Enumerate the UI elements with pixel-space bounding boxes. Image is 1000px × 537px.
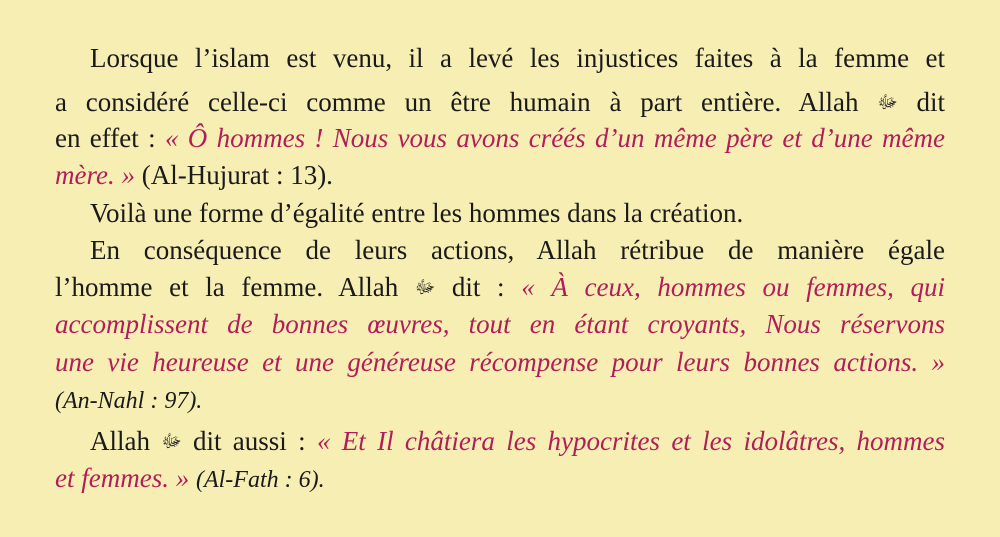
- paragraph-1-line-4: [55, 157, 945, 193]
- honorific-glyph: ﷻ: [161, 431, 182, 452]
- text-run: Lorsque l’islam est venu, il a levé les injustices faites à la femme et: [90, 43, 945, 73]
- reference-text: (Al-Hujurat : 13).: [141, 160, 333, 190]
- paragraph-3-line-4: [55, 344, 945, 380]
- quote-text: « À ceux, hommes ou femmes, qui: [521, 272, 945, 302]
- quote-text: et femmes. »: [55, 463, 190, 493]
- honorific-glyph: ﷻ: [877, 92, 898, 113]
- text-run: dit :: [451, 272, 505, 302]
- paragraph-4-line-1: [90, 423, 945, 460]
- quote-text: accomplissent de bonnes œuvres, tout en étant croyants, Nous réservons: [55, 309, 945, 339]
- paragraph-1-line-1: [90, 40, 945, 76]
- text-run: En conséquence de leurs actions, Allah rétribue de manière égale: [90, 235, 945, 265]
- paragraph-3-line-2: [55, 269, 945, 306]
- paragraph-1-line-2: [55, 84, 945, 121]
- paragraph-3-line-1: [90, 232, 945, 268]
- text-run: a considéré celle-ci comme un être humain à part entière. Allah: [55, 87, 859, 117]
- paragraph-1-line-3: [55, 120, 945, 156]
- paragraph-3-line-3: [55, 306, 945, 342]
- quote-text: mère. »: [55, 160, 135, 190]
- paragraph-3-line-5: [55, 383, 945, 419]
- honorific-glyph: ﷻ: [414, 277, 436, 298]
- paragraph-2-line-1: [90, 195, 945, 231]
- reference-text: (An-Nahl : 97).: [55, 388, 203, 414]
- text-run: dit aussi :: [192, 426, 306, 456]
- text-run: dit: [916, 87, 946, 117]
- quote-text: une vie heureuse et une généreuse récompense pour leurs bonnes actions. »: [55, 347, 945, 377]
- quote-text: « Ô hommes ! Nous vous avons créés d’un même père et d’une même: [164, 123, 945, 153]
- quote-text: « Et Il châtiera les hypocrites et les idolâtres, hommes: [316, 426, 946, 456]
- paragraph-4-line-2: [55, 460, 945, 498]
- text-run: l’homme et la femme. Allah: [55, 272, 399, 302]
- reference-text: (Al-Fath : 6).: [195, 467, 325, 493]
- text-run: Allah: [90, 426, 150, 456]
- text-run: en effet :: [55, 123, 156, 153]
- text-run: Voilà une forme d’égalité entre les hommes dans la création.: [90, 198, 744, 228]
